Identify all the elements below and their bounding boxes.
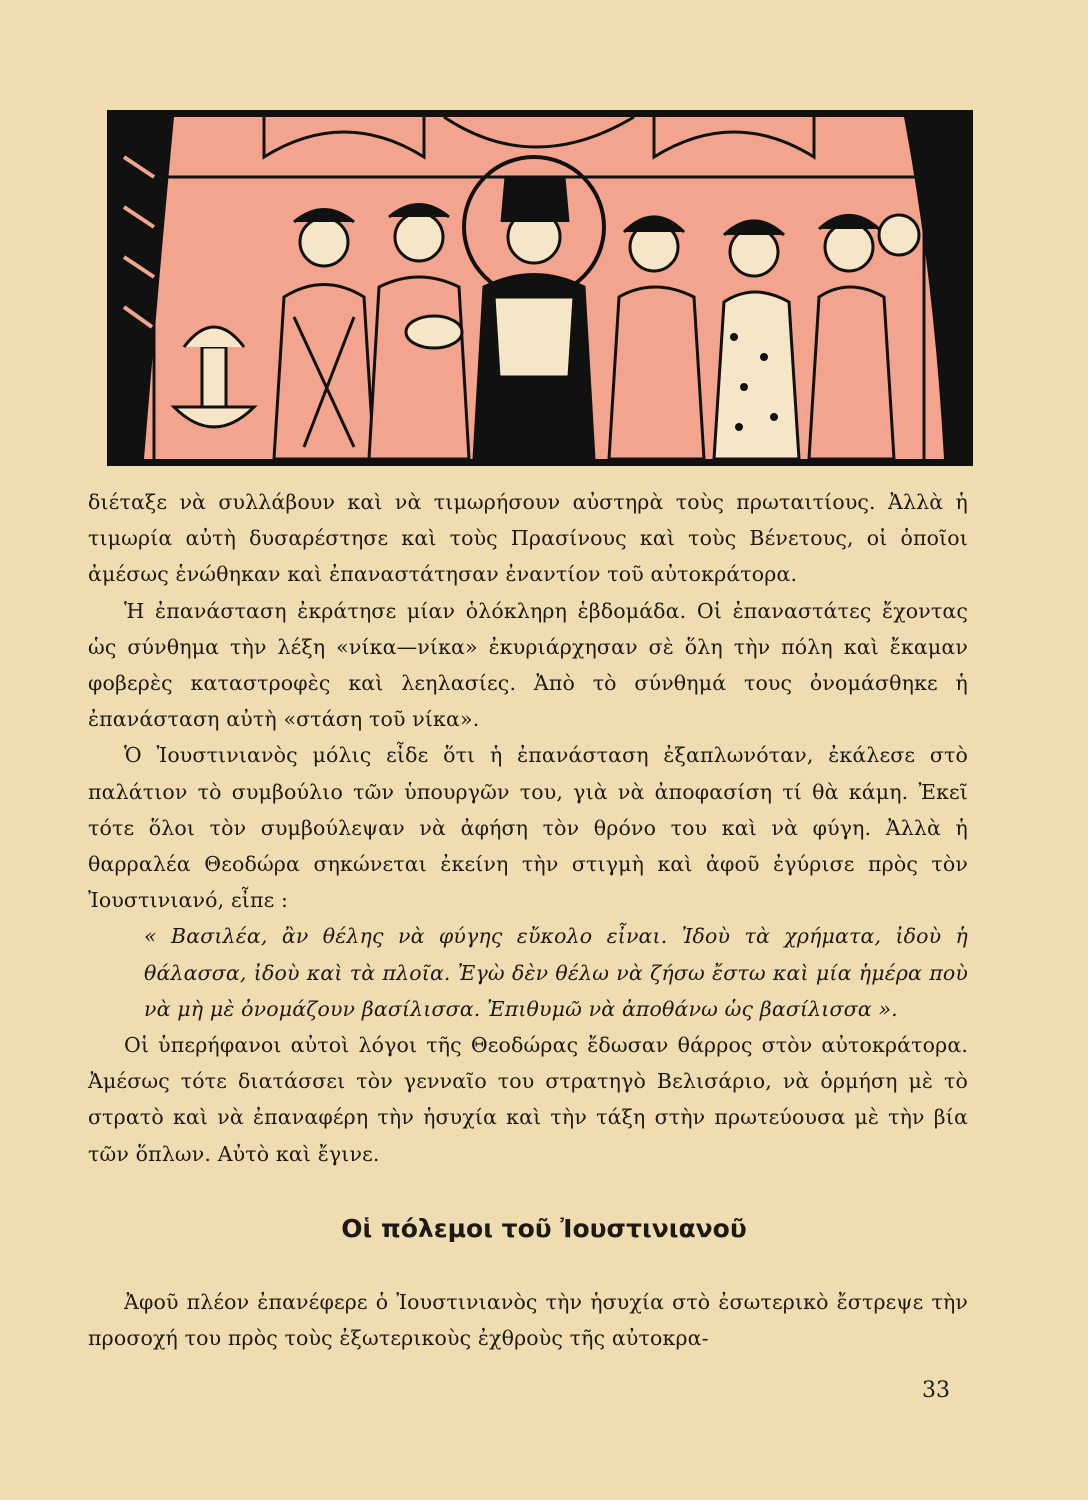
section-body xyxy=(88,1284,968,1356)
quote-text: « Βασιλέα, ἂν θέλης νὰ φύγης εὔκολο εἶναι. Ἰδοὺ τὰ χρήματα, ἰδοὺ ἡ θάλασσα, ἰδοὺ καὶ τὰ πλοῖα. Ἐγὼ δὲν θέλω νὰ ζήσω ἔστω καὶ μία ἡμέρα ποὺ νὰ μὴ μὲ ὀνομάζουν βασίλισσα. Ἐπιθυμῶ νὰ ἀποθάνω ὡς βασίλισσα ». xyxy=(144,924,968,1021)
mosaic-illustration xyxy=(107,110,973,466)
body-text xyxy=(88,484,968,1172)
paragraph-3: Ὁ Ἰουστινιανὸς μόλις εἶδε ὅτι ἡ ἐπανάσταση ἐξαπλωνόταν, ἐκάλεσε στὸ παλάτιον τὸ συμβούλιο τῶν ὑπουργῶν του, γιὰ νὰ ἀποφασίση τί θὰ κάμη. Ἐκεῖ τότε ὅλοι τὸν συμβούλεψαν νὰ ἀφήση τὸν θρόνο του καὶ νὰ φύγη. Ἀλλὰ ἡ θαρραλέα Θεοδώρα σηκώνεται ἐκείνη τὴν στιγμὴ καὶ ἀφοῦ ἐγύρισε πρὸς τὸν Ἰουστινιανό, εἶπε : xyxy=(88,743,968,913)
theodora-quote xyxy=(88,918,968,1027)
paragraph-4: Οἱ ὑπερήφανοι αὐτοὶ λόγοι τῆς Θεοδώρας ἔδωσαν θάρρος στὸν αὐτοκράτορα. Ἀμέσως τότε διατάσσει τὸν γενναῖο του στρατηγὸ Βελισάριο, νὰ ὁρμήση μὲ τὸ στρατὸ καὶ νὰ ἐπαναφέρη τὴν ἡσυχία καὶ τὴν τάξη στὴν πρωτεύουσα μὲ τὴν βία τῶν ὅπλων. Αὐτὸ καὶ ἔγινε. xyxy=(88,1033,968,1166)
section-paragraph: Ἀφοῦ πλέον ἐπανέφερε ὁ Ἰουστινιανὸς τὴν ἡσυχία στὸ ἐσωτερικὸ ἔστρεψε τὴν προσοχή του πρὸς τοὺς ἐξωτερικοὺς ἐχθροὺς τῆς αὐτοκρα- xyxy=(88,1290,968,1351)
byzantine-mosaic-icon xyxy=(114,117,966,459)
paragraph-2: Ἡ ἐπανάσταση ἐκράτησε μίαν ὁλόκληρη ἑβδομάδα. Οἱ ἐπαναστάτες ἔχοντας ὡς σύνθημα τὴν λέξη «νίκα—νίκα» ἐκυριάρχησαν σὲ ὅλη τὴν πόλη καὶ ἔκαμαν φοβερὲς καταστροφὲς καὶ λεηλασίες. Ἀπὸ τὸ σύνθημά τους ὀνομάσθηκε ἡ ἐπανάσταση αὐτὴ «στάση τοῦ νίκα». xyxy=(88,598,968,732)
section-heading: Οἱ πόλεμοι τοῦ Ἰουστινιανοῦ xyxy=(341,1214,747,1243)
paragraph-1: διέταξε νὰ συλλάβουν καὶ νὰ τιμωρήσουν αὐστηρὰ τοὺς πρωταιτίους. Ἀλλὰ ἡ τιμωρία αὐτὴ δυσαρέστησε καὶ τοὺς Πρασίνους καὶ τοὺς Βένετους, οἱ ὁποῖοι ἀμέσως ἑνώθηκαν καὶ ἐπαναστάτησαν ἐναντίον τοῦ αὐτοκράτορα. xyxy=(88,490,968,587)
page-number: 33 xyxy=(922,1378,950,1403)
